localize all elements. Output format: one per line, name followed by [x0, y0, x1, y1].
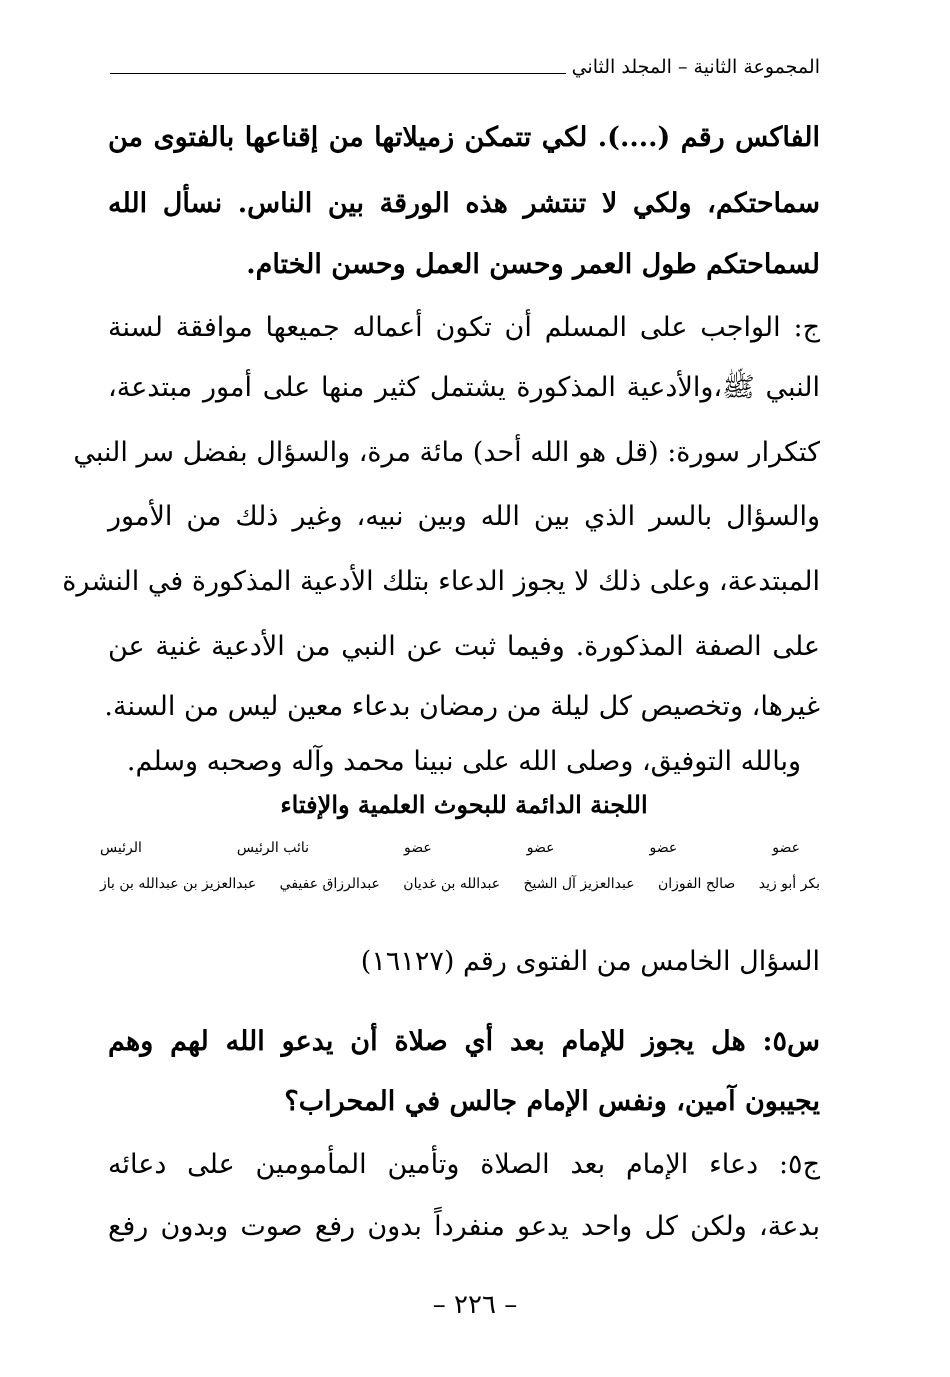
fatwa-heading: السؤال الخامس من الفتوى رقم (١٦١٢٧) — [360, 946, 820, 977]
answer-line-6: على الصفة المذكورة. وفيما ثبت عن النبي من الأدعية غنية عن — [108, 631, 820, 662]
page-number: – ٢٢٦ – — [432, 1290, 518, 1320]
signatory-name: عبدالرزاق عفيفي — [279, 876, 380, 892]
signatory-title: الرئيس — [100, 840, 142, 856]
answer-line-2: النبي ﷺ،والأدعية المذكورة يشتمل كثير منها على أمور مبتدعة، — [108, 372, 820, 403]
signatory-title: نائب الرئيس — [236, 840, 309, 856]
header-title: المجموعة الثانية – المجلد الثاني — [571, 56, 820, 78]
signatory-name: عبدالعزيز آل الشيخ — [523, 876, 635, 892]
question-line-1: الفاكس رقم (....). لكي تتمكن زميلاتها من إقناعها بالفتوى من — [108, 122, 820, 153]
question-line-3: لسماحتكم طول العمر وحسن العمل وحسن الختام. — [246, 249, 820, 280]
signatory-title: عضو — [649, 840, 678, 856]
answer-line-1: ج: الواجب على المسلم أن تكون أعماله جميعها موافقة لسنة — [108, 312, 820, 343]
answer5-line-2: بدعة، ولكن كل واحد يدعو منفرداً بدون رفع صوت وبدون رفع — [108, 1211, 820, 1242]
signatory-title: عضو — [772, 840, 800, 856]
closing-line: وبالله التوفيق، وصلى الله على نبينا محمد وآله وصحبه وسلم. — [126, 746, 802, 777]
answer5-line-1: ج٥: دعاء الإمام بعد الصلاة وتأمين المأمومين على دعائه — [108, 1149, 820, 1180]
answer-line-4: والسؤال بالسر الذي بين الله وبين نبيه، وغير ذلك من الأمور — [108, 501, 820, 532]
question-line-2: سماحتكم، ولكي لا تنتشر هذه الورقة بين الناس. نسأل الله — [108, 188, 820, 219]
signatory-names — [100, 876, 820, 892]
question5-line-1: س٥: هل يجوز للإمام بعد أي صلاة أن يدعو الله لهم وهم — [108, 1026, 820, 1057]
signatory-name: بكر أبو زيد — [758, 876, 820, 892]
answer-line-3: كتكرار سورة: (قل هو الله أحد) مائة مرة، والسؤال بفضل سر النبي — [73, 437, 820, 468]
question5-line-2: يجيبون آمين، ونفس الإمام جالس في المحراب؟ — [284, 1086, 820, 1117]
signatory-name: عبدالله بن غديان — [403, 876, 501, 892]
signatory-title: عضو — [526, 840, 555, 856]
header-rule — [110, 73, 566, 74]
signatory-name: صالح الفوزان — [657, 876, 736, 892]
signatory-name: عبدالعزيز بن عبدالله بن باز — [100, 876, 257, 892]
committee-name: اللجنة الدائمة للبحوث العلمية والإفتاء — [280, 790, 648, 819]
signatory-titles — [100, 840, 820, 856]
answer-line-5: المبتدعة، وعلى ذلك لا يجوز الدعاء بتلك الأدعية المذكورة في النشرة — [62, 566, 820, 597]
signatory-title: عضو — [404, 840, 432, 856]
answer-line-7: غيرها، وتخصيص كل ليلة من رمضان بدعاء معين ليس من السنة. — [104, 691, 820, 722]
running-header — [110, 56, 820, 78]
